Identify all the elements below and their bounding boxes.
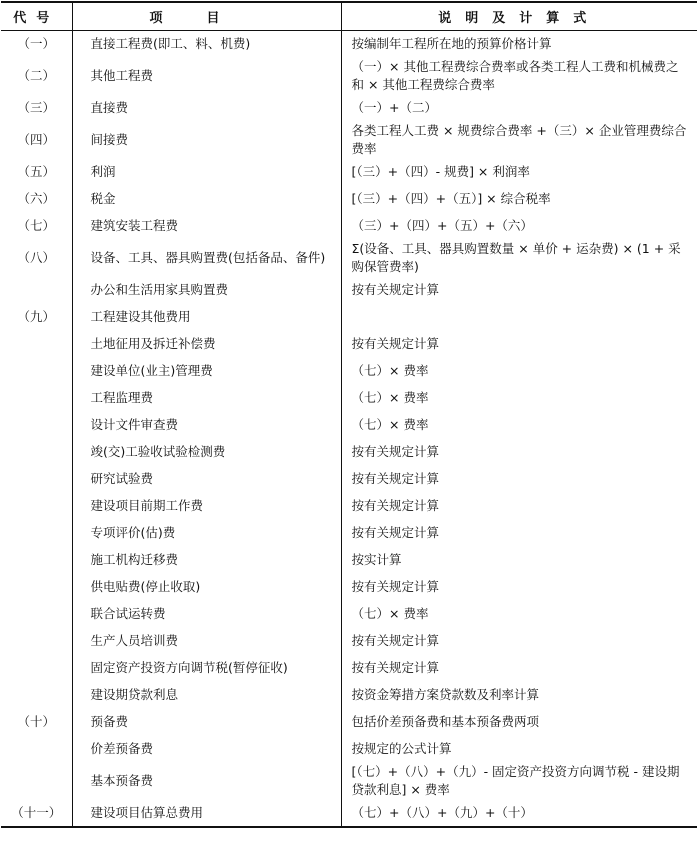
row-code: （二）: [1, 58, 72, 95]
row-description: 按规定的公式计算: [351, 741, 452, 756]
row-description: （七）× 费率: [351, 390, 429, 405]
row-description: （一）× 其他工程费综合费率或各类工程人工费和机械费之和 × 其他工程费综合费率: [351, 59, 679, 92]
table-row: [1, 574, 697, 601]
table-row: [1, 682, 697, 709]
row-code: （十）: [1, 709, 72, 736]
table-row: [1, 547, 697, 574]
table-row: [1, 655, 697, 682]
row-item: 建设单位(业主)管理费: [72, 358, 341, 385]
row-code: [1, 655, 72, 682]
table-row: [1, 628, 697, 655]
row-item: 间接费: [72, 122, 341, 159]
row-description: 按有关规定计算: [351, 633, 440, 648]
row-code: （一）: [1, 31, 72, 58]
row-description: 按有关规定计算: [351, 579, 440, 594]
row-description: 按有关规定计算: [351, 471, 440, 486]
row-item: 基本预备费: [72, 763, 341, 800]
row-code: [1, 520, 72, 547]
table-row: [1, 159, 697, 186]
row-item: 设备、工具、器具购置费(包括备品、备件): [72, 240, 341, 277]
row-item: 土地征用及拆迁补偿费: [72, 331, 341, 358]
row-description: 按有关规定计算: [351, 525, 440, 540]
table-row: [1, 186, 697, 213]
row-code: [1, 547, 72, 574]
row-code: [1, 493, 72, 520]
table-row: [1, 736, 697, 763]
row-code: [1, 358, 72, 385]
row-description: （七）× 费率: [351, 417, 429, 432]
row-description: （七）+（八）+（九）+（十）: [341, 800, 697, 827]
row-code: [1, 331, 72, 358]
row-description: [（七）+（八）+（九）- 固定资产投资方向调节税 - 建设期贷款利息] × 费率: [351, 764, 680, 797]
row-description: 各类工程人工费 × 规费综合费率 +（三）× 企业管理费综合费率: [351, 123, 687, 156]
table-row: [1, 277, 697, 304]
row-item: 联合试运转费: [72, 601, 341, 628]
row-item: 研究试验费: [72, 466, 341, 493]
table-row: [1, 520, 697, 547]
row-code: （四）: [1, 122, 72, 159]
table-row: [1, 385, 697, 412]
row-code: （九）: [1, 304, 72, 331]
row-item: 工程监理费: [72, 385, 341, 412]
table-row: [1, 358, 697, 385]
row-description: 按资金筹措方案贷款数及利率计算: [351, 687, 540, 702]
table-row: [1, 412, 697, 439]
header-row: [1, 2, 697, 31]
row-description: [（三）+（四）+（五）] × 综合税率: [351, 191, 551, 206]
row-code: （七）: [1, 213, 72, 240]
row-item: 税金: [72, 186, 341, 213]
table-row: [1, 439, 697, 466]
row-code: [1, 682, 72, 709]
table-row: [1, 709, 697, 736]
row-code: [1, 574, 72, 601]
row-description: 按有关规定计算: [351, 282, 440, 297]
row-description: [（三）+（四）- 规费] × 利润率: [351, 164, 530, 179]
row-item: 建设期贷款利息: [72, 682, 341, 709]
table-row: [1, 213, 697, 240]
row-code: （六）: [1, 186, 72, 213]
row-item: 竣(交)工验收试验检测费: [72, 439, 341, 466]
table-row: [1, 304, 697, 331]
table-row: [1, 601, 697, 628]
row-code: [1, 763, 72, 800]
header-description: 说明及计算式: [341, 2, 697, 31]
row-code: [1, 736, 72, 763]
row-description: 按实计算: [351, 552, 402, 567]
row-code: [1, 601, 72, 628]
row-description: 按有关规定计算: [351, 660, 440, 675]
row-description: 按有关规定计算: [351, 498, 440, 513]
row-item: 直接工程费(即工、料、机费): [72, 31, 341, 58]
table-row: [1, 331, 697, 358]
row-code: [1, 466, 72, 493]
row-description: （七）× 费率: [351, 363, 429, 378]
row-item: 其他工程费: [72, 58, 341, 95]
row-description: 按有关规定计算: [351, 336, 440, 351]
row-item: 专项评价(估)费: [72, 520, 341, 547]
row-description: 包括价差预备费和基本预备费两项: [351, 714, 540, 729]
table-row: [1, 800, 697, 827]
row-code: [1, 439, 72, 466]
row-item: 建筑安装工程费: [72, 213, 341, 240]
row-item: 预备费: [72, 709, 341, 736]
table-row: [1, 763, 697, 800]
row-description: （一）+（二）: [351, 100, 437, 115]
row-code: （十一）: [1, 800, 72, 827]
table-row: [1, 466, 697, 493]
row-code: （八）: [1, 240, 72, 277]
row-item: 利润: [72, 159, 341, 186]
row-description: （七）× 费率: [351, 606, 429, 621]
row-item: 施工机构迁移费: [72, 547, 341, 574]
table-row: [1, 122, 697, 159]
row-item: 生产人员培训费: [72, 628, 341, 655]
row-item: 设计文件审查费: [72, 412, 341, 439]
row-code: （五）: [1, 159, 72, 186]
row-item: 建设项目估算总费用: [72, 800, 341, 827]
row-description: Σ(设备、工具、器具购置数量 × 单价 + 运杂费) × (1 + 采购保管费率): [351, 241, 681, 274]
row-description: [341, 304, 697, 331]
cost-calculation-table: [1, 1, 697, 828]
table-row: [1, 240, 697, 277]
table-body: [1, 31, 697, 827]
row-item: 直接费: [72, 95, 341, 122]
table-row: [1, 95, 697, 122]
row-item: 工程建设其他费用: [72, 304, 341, 331]
row-description: 按编制年工程所在地的预算价格计算: [351, 36, 552, 52]
row-item: 固定资产投资方向调节税(暂停征收): [72, 655, 341, 682]
table-row: [1, 31, 697, 58]
row-item: 办公和生活用家具购置费: [72, 277, 341, 304]
row-item: 建设项目前期工作费: [72, 493, 341, 520]
row-code: [1, 628, 72, 655]
row-item: 价差预备费: [72, 736, 341, 763]
row-code: （三）: [1, 95, 72, 122]
row-description: 按有关规定计算: [351, 444, 440, 459]
row-code: [1, 385, 72, 412]
row-description: （三）+（四）+（五）+（六）: [351, 218, 533, 233]
header-item: 项目: [72, 2, 341, 31]
header-code: 代号: [1, 2, 72, 31]
row-item: 供电贴费(停止收取): [72, 574, 341, 601]
table-row: [1, 493, 697, 520]
row-code: [1, 412, 72, 439]
table-row: [1, 58, 697, 95]
row-code: [1, 277, 72, 304]
